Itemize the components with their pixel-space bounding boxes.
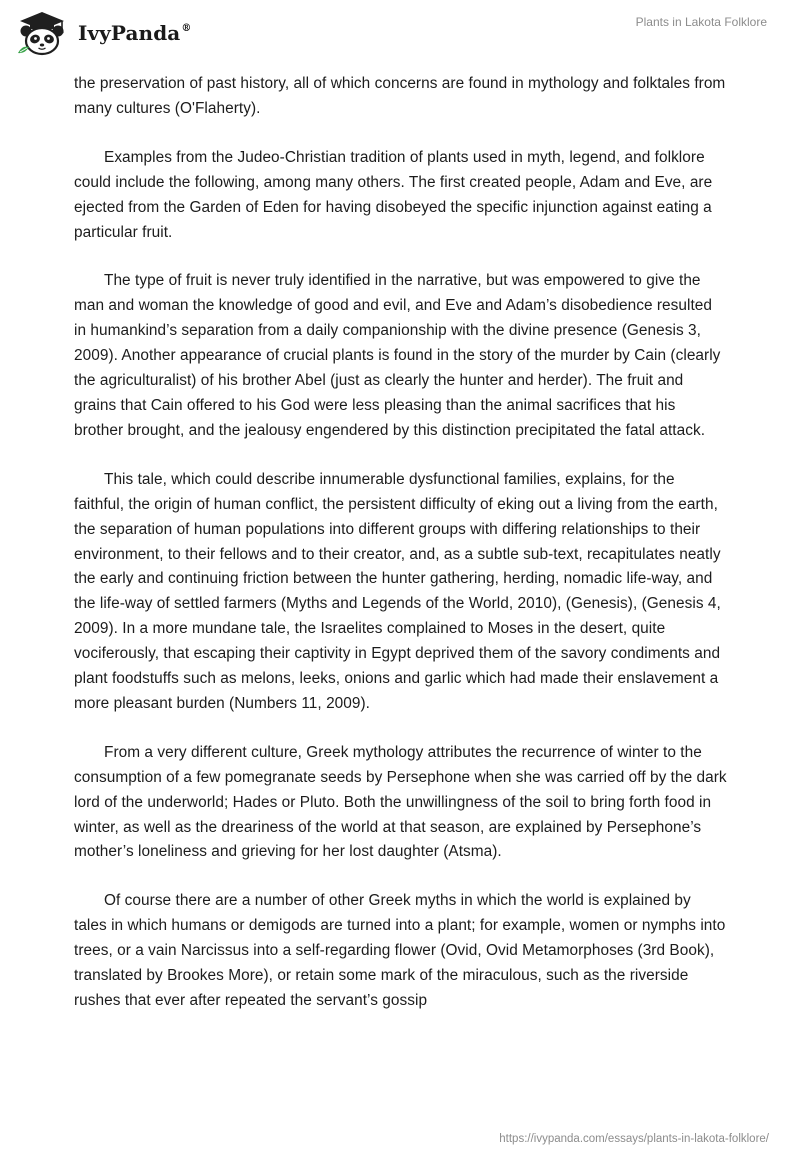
panda-graduate-icon	[14, 9, 72, 57]
document-title: Plants in Lakota Folklore	[635, 15, 767, 29]
logo-wordmark: IvyPanda®	[78, 21, 192, 45]
essay-body	[74, 72, 727, 1038]
paragraph: the preservation of past history, all of which concerns are found in mythology and folktales from many cultures (O'Flaherty).	[74, 75, 726, 117]
paragraph: Examples from the Judeo-Christian tradition of plants used in myth, legend, and folklore could include the following, among many others. The first created people, Adam and Eve, are ejected from the Garden of Eden for having disobeyed the specific injunction against eating a particular fruit.	[74, 148, 713, 241]
paragraph: The type of fruit is never truly identified in the narrative, but was empowered to give the man and woman the knowledge of good and evil, and Eve and Adam’s disobedience resulted in humankind’s separation from a daily companionship with the divine presence (Genesis 3, 2009). Another appearance of crucial plants is found in the story of the murder by Cain (clearly the agriculturalist) of his brother Abel (just as clearly the hunter and herder). The fruit and grains that Cain offered to his God were less pleasing than the animal sacrifices that his brother brought, and the jealousy engendered by this distinction precipitated the fatal attack.	[74, 272, 721, 439]
page-header	[0, 0, 800, 64]
paragraph: This tale, which could describe innumerable dysfunctional families, explains, for the faithful, the origin of human conflict, the persistent difficulty of eking out a living from the earth, the separation of human populations into different groups with differing relationships to their environment, to their fellows and to their creator, and, as a subtle sub-text, recapitulates neatly the early and continuing friction between the hunter gathering, herding, nomadic life-way, and the life-way of settled farmers (Myths and Legends of the World, 2010), (Genesis), (Genesis 4, 2009). In a more mundane tale, the Israelites complained to Moses in the desert, quite vociferously, that escaping their captivity in Egypt deprived them of the savory condiments and plant foodstuffs such as melons, leeks, onions and garlic which had made their enslavement a more pleasant burden (Numbers 11, 2009).	[74, 470, 721, 712]
source-url[interactable]: https://ivypanda.com/essays/plants-in-lakota-folklore/	[499, 1133, 769, 1145]
ivypanda-logo[interactable]	[14, 9, 214, 57]
paragraph: From a very different culture, Greek mythology attributes the recurrence of winter to the consumption of a few pomegranate seeds by Persephone when she was carried off by the dark lord of the underworld; Hades or Pluto. Both the unwillingness of the soil to bring forth food in winter, as well as the dreariness of the world at that season, are explained by Persephone’s mother’s loneliness and grieving for her lost daughter (Atsma).	[74, 743, 727, 861]
paragraph: Of course there are a number of other Greek myths in which the world is explained by tales in which humans or demigods are turned into a plant; for example, women or nymphs into trees, or a vain Narcissus into a self-regarding flower (Ovid, Ovid Metamorphoses (3rd Book), translated by Brookes More), or retain some mark of the miraculous, such as the riverside rushes that ever after repeated the servant’s gossip	[74, 892, 726, 1009]
